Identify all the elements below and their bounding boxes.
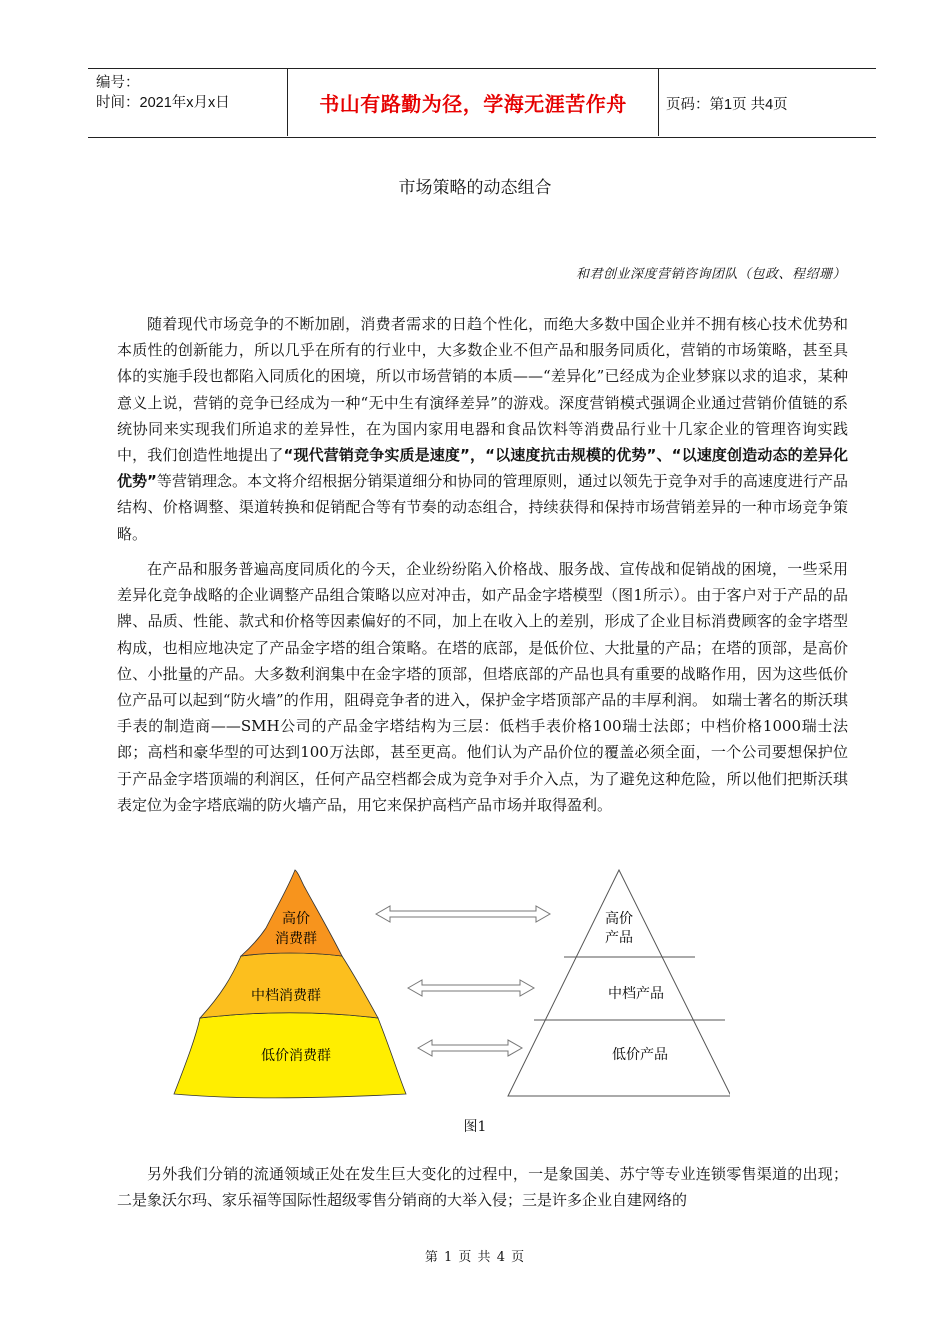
product-top-label-2: 产品	[605, 930, 633, 946]
consumer-top-label-1: 高价	[282, 911, 310, 927]
pyramid-figure	[170, 868, 730, 1103]
paragraph-1	[117, 311, 848, 547]
header-meta	[96, 73, 230, 113]
double-arrow-mid	[408, 980, 534, 996]
header-page-number: 页码：第1页 共4页	[666, 97, 788, 113]
product-mid-label: 中档产品	[608, 986, 664, 1002]
consumer-mid-label: 中档消费群	[251, 988, 321, 1004]
paragraph-1-text-a: 随着现代市场竞争的不断加剧，消费者需求的日趋个性化，而绝大多数中国企业并不拥有核心技术优势和本质性的创新能力，所以几乎在所有的行业中，大多数企业不但产品和服务同质化，营销的市场策略，甚至具体的实施手段也都陷入同质化的困境，所以市场营销的本质——“差异化”已经成为企业梦寐以求的追求，某种意义上说，营销的竞争已经成为一种“无中生有演绎差异”的游戏。深度营销模式强调企业通过营销价值链的系统协同来实现我们所追求的差异性，在为国内家用电器和食品饮料等消费品行业十几家企业的管理咨询实践中，我们创造性地提出了	[117, 315, 848, 465]
header-motto-cell	[287, 69, 659, 136]
page-footer: 第 1 页 共 4 页	[424, 1250, 526, 1265]
document-title: 市场策略的动态组合	[398, 178, 552, 198]
figure-caption: 图1	[463, 1119, 487, 1135]
paragraph-1-bold-phrase: “现代营销竞争实质是速度”，“以速度抗击规模的优势”、“以速度创造动态的差异化优势”	[117, 446, 848, 491]
consumer-pyramid-mid	[200, 953, 378, 1018]
header-motto: 书山有路勤为径，学海无涯苦作舟	[319, 92, 627, 116]
product-top-label-1: 高价	[605, 911, 633, 927]
header-number: 编号：	[96, 75, 140, 91]
document-author: 和君创业深度营销咨询团队（包政、程绍珊）	[575, 267, 846, 282]
consumer-low-label: 低价消费群	[261, 1048, 331, 1064]
double-arrow-top	[376, 906, 550, 922]
document-header	[88, 68, 876, 138]
header-time: 时间：2021年x月x日	[96, 95, 230, 111]
product-low-label: 低价产品	[612, 1047, 668, 1063]
arrows	[376, 906, 550, 1056]
paragraph-1-text-c: 等营销理念。本文将介绍根据分销渠道细分和协同的管理原则，通过以领先于竞争对手的高速度进行产品结构、价格调整、渠道转换和促销配合等有节奏的动态组合，持续获得和保持市场营销差异的一种市场竞争策略。	[117, 472, 848, 543]
paragraph-2: 在产品和服务普遍高度同质化的今天，企业纷纷陷入价格战、服务战、宣传战和促销战的困境，一些采用差异化竞争战略的企业调整产品组合策略以应对冲击，如产品金字塔模型（图1所示）。由于客户对于产品的品牌、品质、性能、款式和价格等因素偏好的不同，加上在收入上的差别，形成了企业目标消费顾客的金字塔型构成，也相应地决定了产品金字塔的组合策略。在塔的底部，是低价位、大批量的产品；在塔的顶部，是高价位、小批量的产品。大多数利润集中在金字塔的顶部，但塔底部的产品也具有重要的战略作用，因为这些低价位产品可以起到“防火墙”的作用，阻碍竞争者的进入，保护金字塔顶部产品的丰厚利润。 如瑞士著名的斯沃琪手表的制造商——SMH公司的产品金字塔结构为三层：低档手表价格100瑞士法郎；中档价格1000瑞士法郎；高档和豪华型的可达到100万法郎，甚至更高。他们认为产品价位的覆盖必须全面，一个公司要想保护位于产品金字塔顶端的利润区，任何产品空档都会成为竞争对手介入点，为了避免这种危险，所以他们把斯沃琪表定位为金字塔底端的防火墙产品，用它来保护高档产品市场并取得盈利。	[117, 560, 848, 814]
consumer-top-label-2: 消费群	[275, 931, 317, 947]
double-arrow-low	[418, 1040, 522, 1056]
paragraph-3: 另外我们分销的流通领域正处在发生巨大变化的过程中，一是象国美、苏宁等专业连锁零售渠道的出现；二是象沃尔玛、家乐福等国际性超级零售分销商的大举入侵；三是许多企业自建网络的	[117, 1165, 848, 1210]
